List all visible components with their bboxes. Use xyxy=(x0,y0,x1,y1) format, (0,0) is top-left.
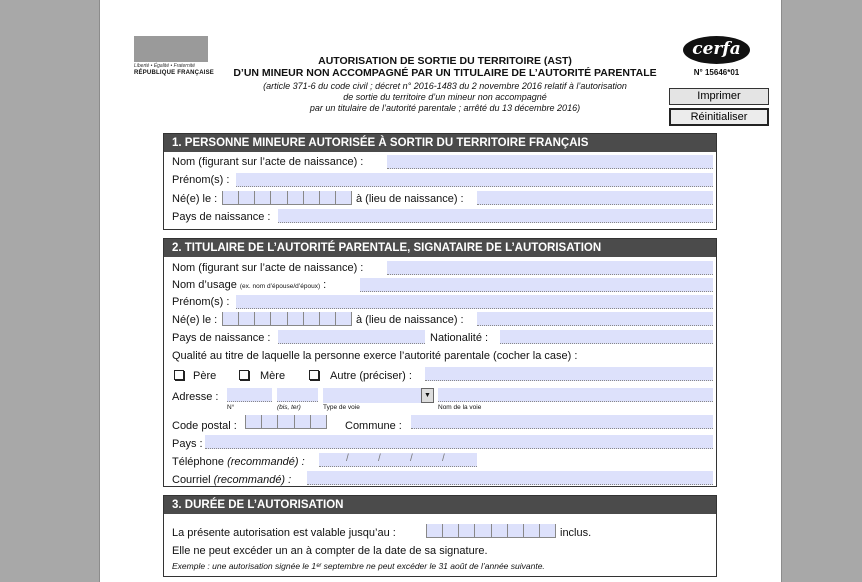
s2-prenom-input[interactable] xyxy=(236,295,713,309)
s3-limit-text: Elle ne peut excéder un an à compter de la date de sa signature. xyxy=(172,545,488,557)
s2-telephone-label xyxy=(172,456,305,469)
s1-lieu-label: à (lieu de naissance) : xyxy=(356,193,464,205)
s2-lieu-input[interactable] xyxy=(477,312,713,326)
subtitle-line1: (article 371-6 du code civil ; décret n° 2016-1483 du 2 novembre 2016 relatif à l’autorisation xyxy=(263,81,627,91)
form-page xyxy=(99,0,782,582)
section2-title: 2. TITULAIRE DE L’AUTORITÉ PARENTALE, SIGNATAIRE DE L’AUTORISATION xyxy=(164,239,716,257)
s1-prenom-input[interactable] xyxy=(236,173,713,187)
s2-telephone-sep: / xyxy=(442,453,445,464)
s2-mere-checkbox[interactable] xyxy=(239,370,249,380)
s2-autre-input[interactable] xyxy=(425,367,713,381)
s2-adresse-bis-input[interactable] xyxy=(277,388,318,402)
marianne-icon xyxy=(134,36,208,62)
marianne-logo xyxy=(134,36,215,80)
s2-lieu-label: à (lieu de naissance) : xyxy=(356,314,464,326)
s1-pays-label: Pays de naissance : xyxy=(172,211,271,223)
subtitle-line2: de sortie du territoire d’un mineur non accompagné xyxy=(343,92,547,102)
s3-valid-label: La présente autorisation est valable jusqu’au : xyxy=(172,527,396,539)
s2-telephone-text: Téléphone xyxy=(172,456,224,468)
s1-ne-le-label: Né(e) le : xyxy=(172,193,218,205)
print-button[interactable]: Imprimer xyxy=(669,88,769,105)
s2-birthdate-input[interactable] xyxy=(222,312,352,326)
s2-commune-input[interactable] xyxy=(411,415,713,429)
s2-pere-checkbox[interactable] xyxy=(174,370,184,380)
s2-code-postal-input[interactable] xyxy=(245,415,327,429)
s2-commune-label: Commune : xyxy=(345,420,402,432)
s2-telephone-hint: (recommandé) : xyxy=(227,456,305,468)
s2-adresse-voie-input[interactable] xyxy=(438,388,713,402)
cerfa-number: N° 15646*01 xyxy=(693,68,740,77)
form-title xyxy=(210,55,680,114)
s2-nom-usage-text: Nom d’usage xyxy=(172,279,237,291)
s2-telephone-sep: / xyxy=(378,453,381,464)
s1-lieu-input[interactable] xyxy=(477,191,713,205)
s1-pays-input[interactable] xyxy=(278,209,713,223)
s2-mere-label: Mère xyxy=(260,370,286,382)
s2-cap-bis: (bis, ter) xyxy=(277,404,301,411)
s2-courriel-input[interactable] xyxy=(307,471,713,485)
s2-nationalite-input[interactable] xyxy=(500,330,713,344)
s1-nom-label: Nom (figurant sur l’acte de naissance) : xyxy=(172,156,364,168)
s2-telephone-sep: / xyxy=(346,453,349,464)
section-minor xyxy=(163,133,717,230)
s2-adresse-type-select[interactable] xyxy=(323,388,434,403)
s2-cap-type: Type de voie xyxy=(323,404,360,411)
s1-birthdate-input[interactable] xyxy=(222,191,352,205)
s2-prenom-label: Prénom(s) : xyxy=(172,296,230,308)
s2-nationalite-label: Nationalité : xyxy=(430,332,489,344)
s2-courriel-label xyxy=(172,474,291,487)
subtitle-line3: par un titulaire de l’autorité parentale ; arrêté du 13 décembre 2016) xyxy=(309,103,581,113)
title-line1: AUTORISATION DE SORTIE DU TERRITOIRE (AST) xyxy=(318,55,572,67)
s2-pays-field-label: Pays : xyxy=(172,438,203,450)
s2-nom-input[interactable] xyxy=(387,261,713,275)
s2-ne-le-label: Né(e) le : xyxy=(172,314,218,326)
logo-motto: Liberté • Égalité • Fraternité xyxy=(134,63,196,69)
s2-nom-usage-input[interactable] xyxy=(360,278,713,292)
s2-nom-usage-label xyxy=(172,279,326,293)
s2-cap-numero: N° xyxy=(227,404,235,411)
s2-telephone-sep: / xyxy=(410,453,413,464)
section3-title: 3. DURÉE DE L’AUTORISATION xyxy=(164,496,716,514)
s2-telephone-input[interactable] xyxy=(319,453,477,467)
s2-pays-field-input[interactable] xyxy=(205,435,713,449)
s2-nom-usage-colon: : xyxy=(323,279,327,291)
s2-adresse-label: Adresse : xyxy=(172,391,219,403)
s3-inclus-label: inclus. xyxy=(560,527,592,539)
section-duration xyxy=(163,495,717,577)
cerfa-logo: cerfa xyxy=(683,36,750,64)
s2-nom-usage-hint: (ex. nom d’épouse/d’époux) xyxy=(239,283,321,290)
s2-adresse-numero-input[interactable] xyxy=(227,388,272,402)
s2-qualite-label: Qualité au titre de laquelle la personne exerce l’autorité parentale (cocher la case) : xyxy=(172,350,578,362)
s2-pays-input[interactable] xyxy=(278,330,425,344)
title-line2: D’UN MINEUR NON ACCOMPAGNÉ PAR UN TITULAIRE DE L’AUTORITÉ PARENTALE xyxy=(233,67,657,79)
section-parent xyxy=(163,238,717,487)
s2-courriel-hint: (recommandé) : xyxy=(213,474,292,486)
s2-nom-label: Nom (figurant sur l’acte de naissance) : xyxy=(172,262,364,274)
s2-code-postal-label: Code postal : xyxy=(172,420,237,432)
s2-autre-label: Autre (préciser) : xyxy=(330,370,412,382)
section1-title: 1. PERSONNE MINEURE AUTORISÉE À SORTIR DU TERRITOIRE FRANÇAIS xyxy=(164,134,716,152)
s2-pays-label: Pays de naissance : xyxy=(172,332,271,344)
s3-example-text: Exemple : une autorisation signée le 1ᵉʳ septembre ne peut excéder le 31 août de l’année suivante. xyxy=(172,561,545,571)
reset-button[interactable]: Réinitialiser xyxy=(669,108,769,126)
logo-republic: RÉPUBLIQUE FRANÇAISE xyxy=(134,70,215,76)
s3-date-input[interactable] xyxy=(426,524,556,538)
s2-cap-nom: Nom de la voie xyxy=(438,404,482,411)
s2-pere-label: Père xyxy=(193,370,217,382)
s1-prenom-label: Prénom(s) : xyxy=(172,174,230,186)
s1-nom-input[interactable] xyxy=(387,155,713,169)
s2-courriel-text: Courriel xyxy=(172,474,211,486)
s2-autre-checkbox[interactable] xyxy=(309,370,319,380)
chevron-down-icon[interactable]: ▼ xyxy=(421,388,434,403)
